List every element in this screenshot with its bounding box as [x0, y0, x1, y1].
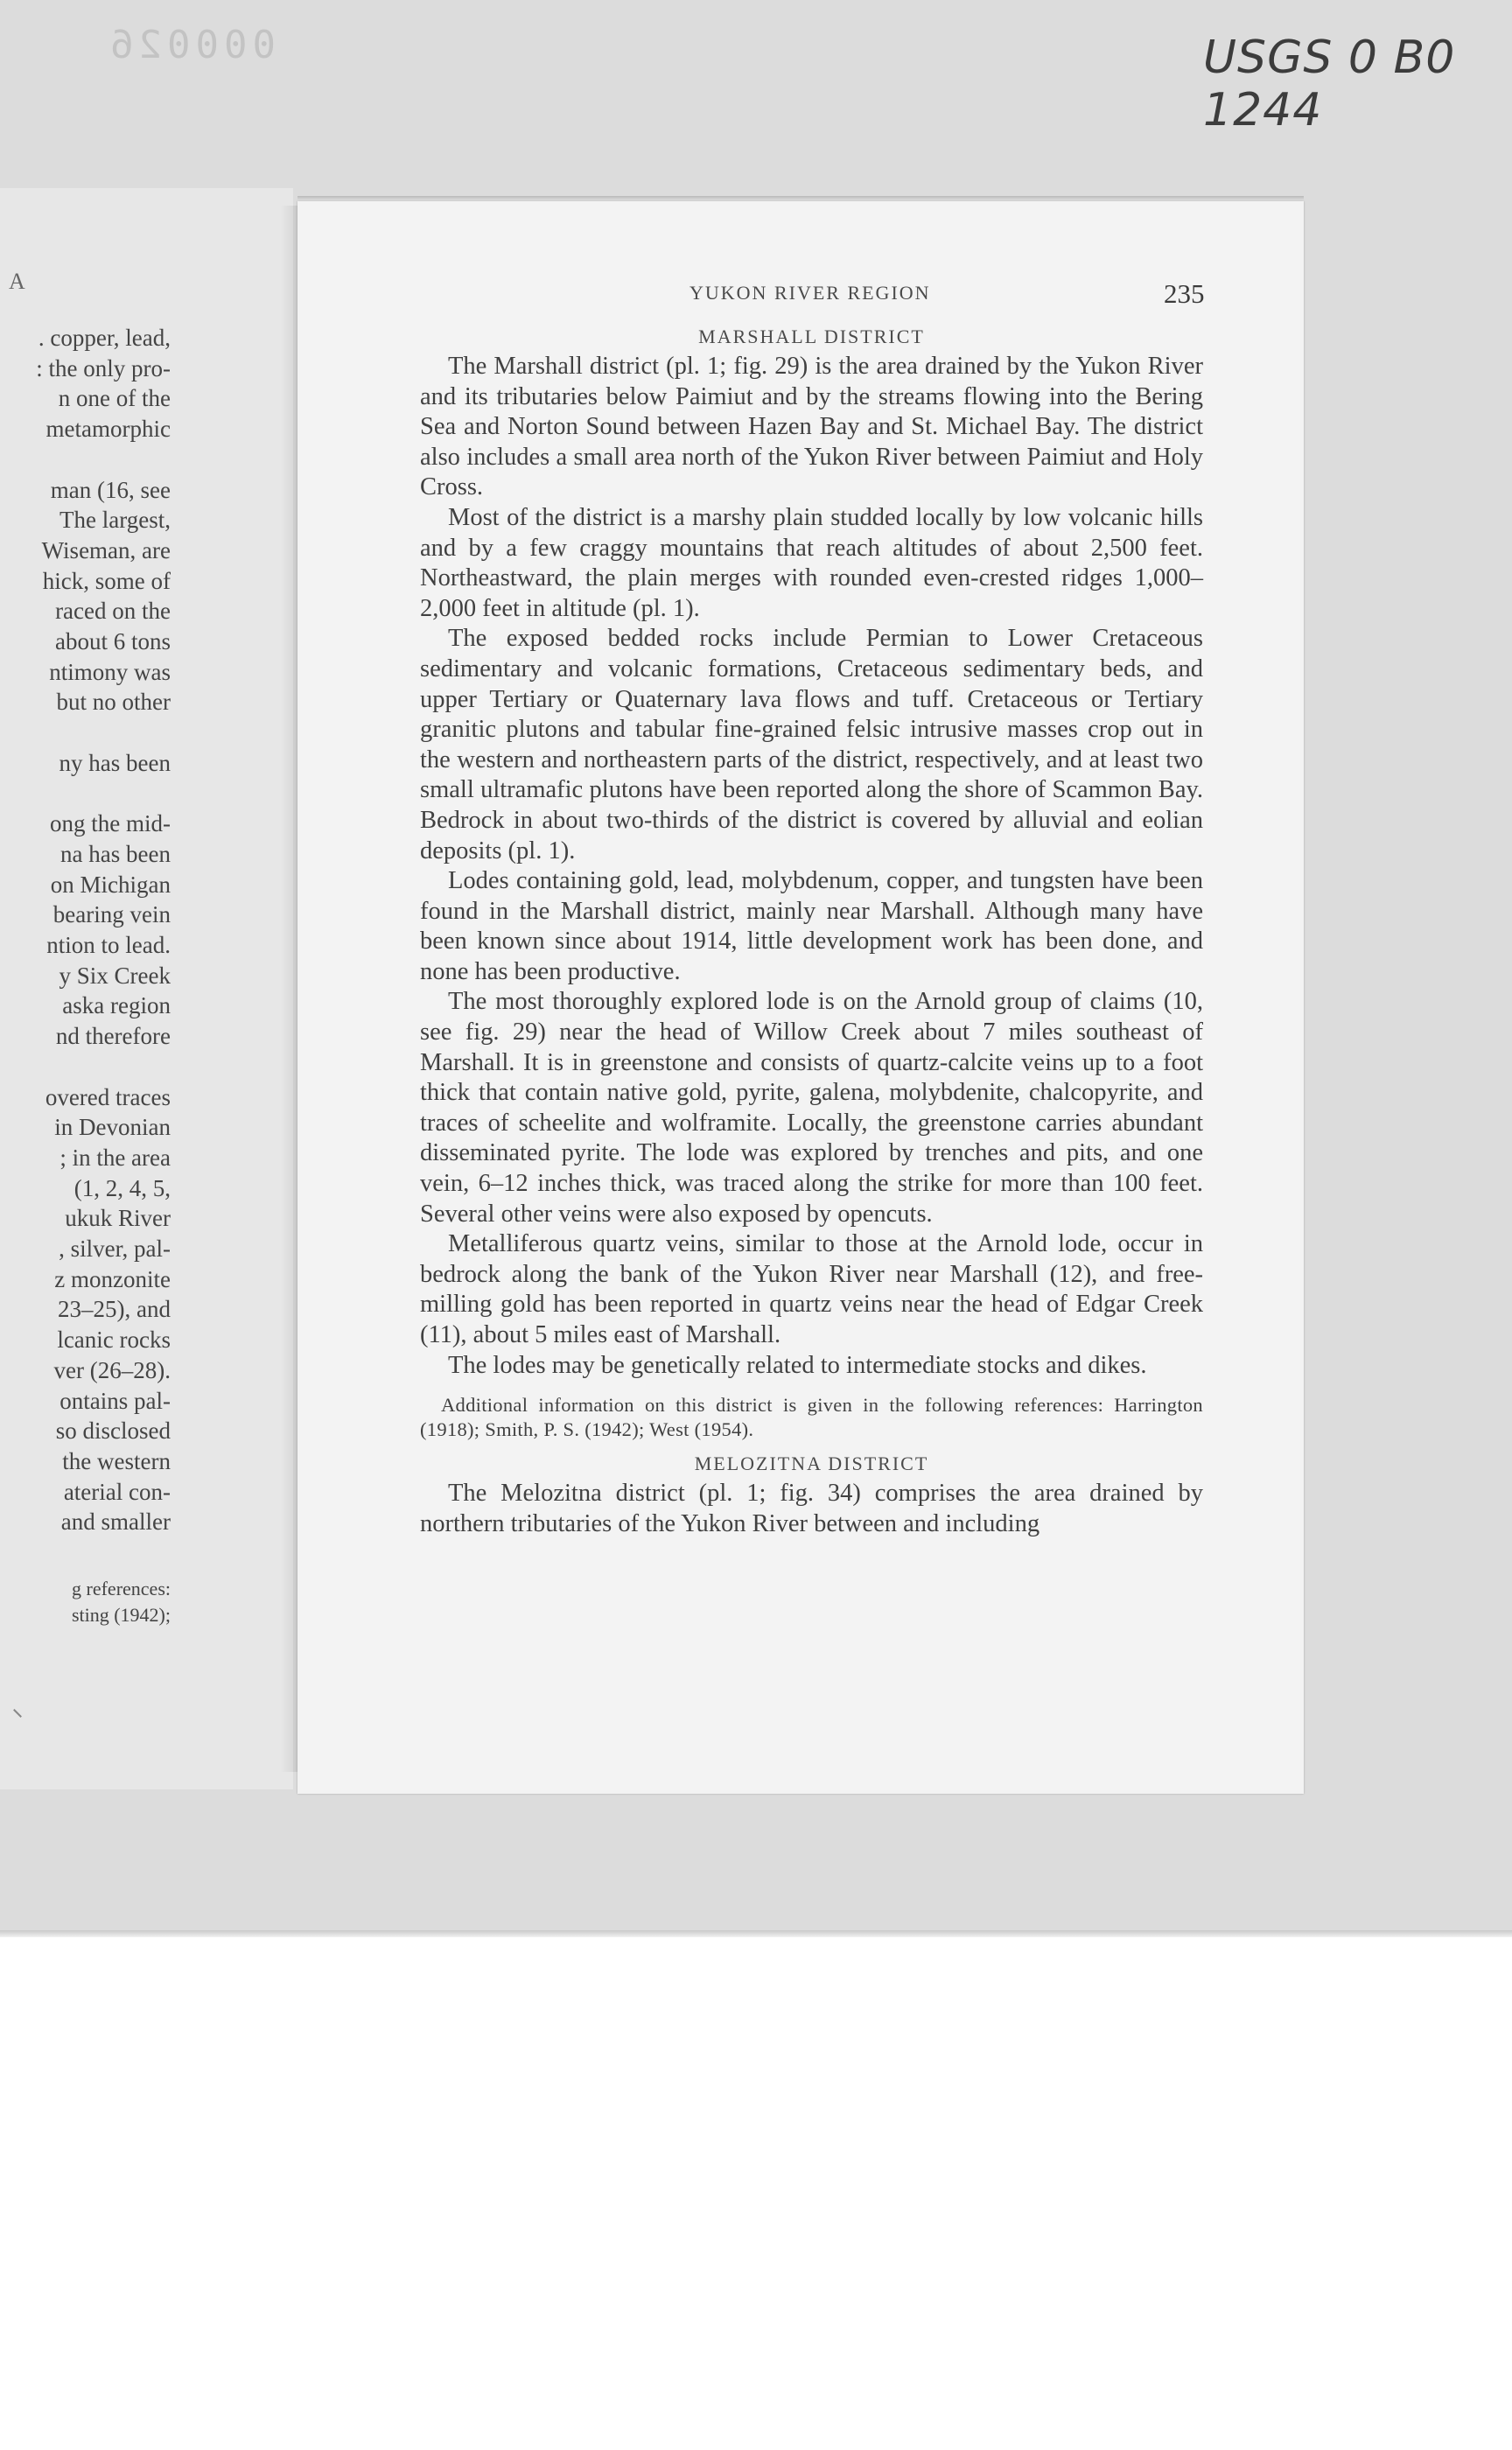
- archive-code-stamp: USGS 0 B0 1244: [1203, 32, 1456, 136]
- left-page-line: and smaller: [60, 1508, 171, 1536]
- left-page-line: on Michigan: [50, 871, 171, 898]
- left-page-reference-line: g references:: [72, 1578, 171, 1600]
- left-page-line: bearing vein: [52, 901, 171, 928]
- page-number: 235: [1164, 278, 1205, 309]
- left-page-line: nd therefore: [55, 1023, 171, 1050]
- left-page-line: ; in the area: [60, 1144, 171, 1171]
- paragraph: The most thoroughly explored lode is on the Arnold group of claims (10, see fig. 29) near the head of Willow Creek about 7 miles southeast of Marshall. It is in greenstone and consists of quartz-calcite veins up to a foot thick that contain native gold, pyrite, galena, molybdenite, chalcopyrite, and traces of scheelite and wolframite. Locally, the greenstone carries abundant disseminated pyrite. The lode was explored by trenches and pits, and one vein, 6–12 inches thick, was traced along the strike for more than 100 feet. Several other veins were also exposed by opencuts.: [420, 988, 1203, 1228]
- left-page-reference-line: sting (1942);: [71, 1604, 171, 1626]
- left-page-line: lcanic rocks: [57, 1326, 171, 1354]
- left-page-line: . copper, lead,: [38, 325, 171, 351]
- left-page-line: in Devonian: [54, 1114, 171, 1141]
- left-page-line: ontains pal-: [60, 1387, 171, 1414]
- left-page-fragment: [0, 188, 293, 1789]
- left-page-line: ntion to lead.: [46, 932, 171, 958]
- running-head: [298, 278, 1304, 313]
- left-page-line: ntimony was: [49, 658, 171, 685]
- left-page-line: (1, 2, 4, 5,: [74, 1174, 171, 1201]
- left-page-line: z monzonite: [54, 1265, 171, 1292]
- paragraph: The Melozitna district (pl. 1; fig. 34) comprises the area drained by northern tributaries of the Yukon River between and including: [420, 1480, 1203, 1537]
- left-page-line: hick, some of: [42, 567, 171, 594]
- references-note: Additional information on this district is given in the following references: Harrington (1918); Smith, P. S. (1942); West (1954).: [420, 1394, 1203, 1441]
- left-page-line: The largest,: [60, 507, 171, 534]
- left-page-line: aterial con-: [63, 1478, 171, 1505]
- section-heading-marshall: MARSHALL DISTRICT: [698, 326, 925, 347]
- running-title: YUKON RIVER REGION: [690, 282, 931, 304]
- left-page-line: aska region: [62, 992, 171, 1019]
- paragraph: The exposed bedded rocks include Permian to Lower Cretaceous sedimentary and volcanic formations, Cretaceous sedimentary beds, and upper Tertiary or Quaternary lava flows and tuff. Cretaceous or Tertiary granitic plutons and tabular fine-grained felsic intrusive masses crop out in the western and northeastern parts of the district, respectively, and at least two small ultramafic plutons have been reported along the shore of Scammon Bay. Bedrock in about two-thirds of the district is covered by alluvial and eolian deposits (pl. 1).: [420, 625, 1203, 864]
- left-page-line: ver (26–28).: [53, 1356, 171, 1383]
- scan-edge: [0, 1930, 1512, 1937]
- left-page-line: about 6 tons: [55, 628, 171, 654]
- paragraph: Lodes containing gold, lead, molybdenum, copper, and tungsten have been found in the Marshall district, mainly near Marshall. Although many have been known since about 1914, little development work has been done, and none has been productive.: [420, 867, 1203, 985]
- left-page-line: overed traces: [45, 1083, 171, 1110]
- left-page-line: man (16, see: [50, 476, 171, 503]
- left-page-line: ong the mid-: [50, 810, 171, 837]
- left-page-line: 23–25), and: [58, 1296, 171, 1323]
- left-page-line: but no other: [56, 689, 171, 716]
- paragraph: Most of the district is a marshy plain studded locally by low volcanic hills and by a few craggy mountains that reach altitudes of about 2,500 feet. Northeastward, the plain merges with rounded even-crested ridges 1,000–2,000 feet in altitude (pl. 1).: [420, 503, 1203, 622]
- section-heading-melozitna: MELOZITNA DISTRICT: [694, 1452, 929, 1475]
- left-page-line: : the only pro-: [36, 354, 171, 382]
- left-page-line: metamorphic: [46, 416, 171, 443]
- left-page-line: raced on the: [55, 598, 171, 625]
- body-text: [420, 322, 1203, 1539]
- left-page-lines: [0, 188, 171, 1789]
- paragraph: The lodes may be genetically related to intermediate stocks and dikes.: [448, 1351, 1147, 1379]
- paragraph: Metalliferous quartz veins, similar to those at the Arnold lode, occur in bedrock along the bank of the Yukon River near Marshall (12), and free-milling gold has been reported in quartz veins near the head of Edgar Creek (11), about 5 miles east of Marshall.: [420, 1230, 1203, 1348]
- paragraph: The Marshall district (pl. 1; fig. 29) is the area drained by the Yukon River and its tributaries below Paimiut and by the streams flowing into the Bering Sea and Norton Sound between Hazen Bay and St. Michael Bay. The district also includes a small area north of the Yukon River between Paimiut and Holy Cross.: [420, 353, 1203, 501]
- left-page-line: na has been: [60, 840, 171, 867]
- left-page-line: y Six Creek: [59, 962, 171, 989]
- left-page-line: the western: [62, 1447, 171, 1474]
- left-page-line: n one of the: [58, 385, 171, 412]
- left-page-corner-mark: A: [9, 269, 25, 294]
- ghost-stamp-number: 000026: [105, 23, 276, 67]
- left-page-line: ny has been: [59, 749, 171, 776]
- left-page-line: so disclosed: [55, 1418, 171, 1445]
- left-page-line: Wiseman, are: [41, 536, 171, 564]
- left-page-line: , silver, pal-: [59, 1236, 171, 1262]
- main-page: [298, 201, 1304, 1794]
- left-page-line: ukuk River: [65, 1205, 171, 1232]
